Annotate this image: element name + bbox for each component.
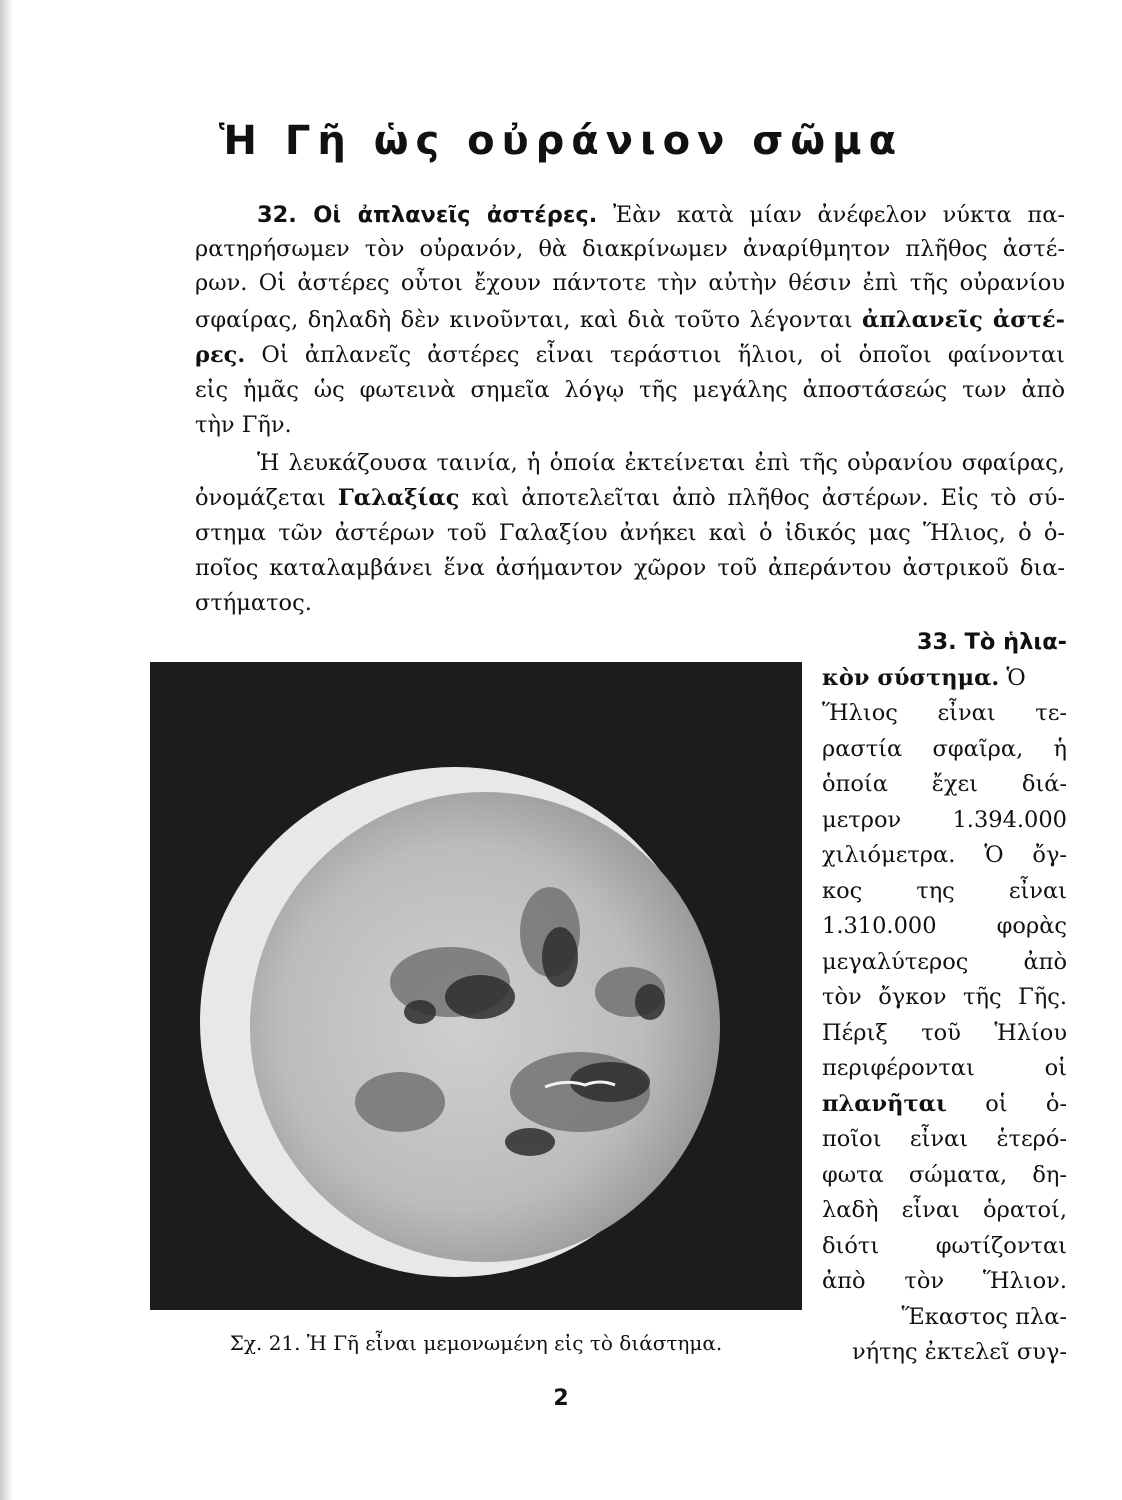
earth-photo (150, 662, 802, 1310)
section-33-planets-line: πλανῆται οἱ ὁ- (822, 1090, 1068, 1117)
section-33-line: Ἕκαστος πλα- (901, 1303, 1067, 1330)
section-32-line-7: τὴν Γῆν. (195, 412, 292, 438)
section-33-heading-line: κὸν σύστημα. Ὁ (822, 664, 1026, 691)
earth-globe-image (150, 662, 802, 1310)
page-binding-edge (0, 0, 14, 1500)
section-33-line: μεγαλύτερος ἀπὸ (822, 948, 1067, 975)
page-number: 2 (553, 1386, 569, 1411)
section-32-line-5: ρες. Οἱ ἀπλανεῖς ἀστέρες εἶναι τεράστιοι ἥλιοι, οἱ ὁποῖοι φαίνονται (195, 342, 1065, 368)
section-32-line-3: ρων. Οἱ ἀστέρες οὗτοι ἔχουν πάντοτε τὴν αὐτὴν θέσιν ἐπὶ τῆς οὐρανίου (195, 270, 1065, 296)
section-33-line: μετρον 1.394.000 (822, 806, 1067, 833)
section-33-line: Ἥλιος εἶναι τε- (822, 700, 1067, 726)
term-aplaneis-asteres: ἀπλανεῖς ἀστέ- (862, 307, 1065, 333)
section-32-line-2: ρατηρήσωμεν τὸν οὐρανόν, θὰ διακρίνωμεν ἀναρίθμητον πλῆθος ἀστέ- (195, 236, 1065, 262)
section-33 (822, 625, 1067, 1371)
section-33-heading-2: κὸν σύστημα. (822, 664, 1000, 691)
section-32-line-6: εἰς ἡμᾶς ὡς φωτεινὰ σημεῖα λόγῳ τῆς μεγάλης ἀποστάσεώς των ἀπὸ (195, 377, 1065, 403)
section-33-line: χιλιόμετρα. Ὁ ὄγ- (822, 842, 1067, 868)
section-32-p2-line-3: στημα τῶν ἀστέρων τοῦ Γαλαξίου ἀνήκει καὶ ὁ ἰδικός μας Ἥλιος, ὁ ὁ- (195, 520, 1065, 546)
section-32-heading: 32. Οἱ ἀπλανεῖς ἀστέρες. (257, 202, 598, 228)
section-33-line: φωτα σώματα, δη- (822, 1161, 1067, 1188)
section-33-line: ραστία σφαῖρα, ἡ (822, 735, 1067, 762)
section-32-p2-line-5: στήματος. (195, 590, 312, 616)
section-33-heading-1: 33. Τὸ ἡλια- (916, 629, 1067, 655)
section-33-line: νήτης ἐκτελεῖ συγ- (851, 1339, 1067, 1365)
section-33-line: ποῖοι εἶναι ἑτερό- (822, 1126, 1067, 1152)
section-33-line: λαδὴ εἶναι ὁρατοί, (822, 1197, 1067, 1223)
section-33-line: κος της εἶναι (822, 877, 1067, 904)
figure-caption: Σχ. 21. Ἡ Γῆ εἶναι μεμονωμένη εἰς τὸ διάστημα. (229, 1331, 723, 1355)
term-galaxias: Γαλαξίας (337, 485, 460, 511)
section-33-line: διότι φωτίζονται (822, 1232, 1067, 1259)
section-32-line-1: 32. Οἱ ἀπλανεῖς ἀστέρες. Ἐὰν κατὰ μίαν ἀνέφελον νύκτα πα- (257, 202, 1066, 228)
section-33-line: ὁποία ἔχει διά- (822, 771, 1067, 797)
section-33-line: Πέριξ τοῦ Ἡλίου (822, 1019, 1067, 1046)
section-33-line: τὸν ὄγκον τῆς Γῆς. (822, 984, 1067, 1010)
section-33-line: ἀπὸ τὸν Ἥλιον. (822, 1268, 1067, 1294)
term-planetai: πλανῆται (822, 1090, 947, 1117)
section-32-p2-line-4: ποῖος καταλαμβάνει ἕνα ἀσήμαντον χῶρον τοῦ ἀπεράντου ἀστρικοῦ δια- (195, 555, 1065, 581)
section-32-p2-line-2: ὀνομάζεται Γαλαξίας καὶ ἀποτελεῖται ἀπὸ πλῆθος ἀστέρων. Εἰς τὸ σύ- (195, 485, 1065, 511)
section-33-line: περιφέρονται οἱ (822, 1055, 1067, 1081)
section-33-line: 1.310.000 φορὰς (822, 913, 1067, 939)
section-32-p2-line-1: Ἡ λευκάζουσα ταινία, ἡ ὁποία ἐκτείνεται ἐπὶ τῆς οὐρανίου σφαίρας, (257, 450, 1065, 476)
section-32-line-4: σφαίρας, δηλαδὴ δὲν κινοῦνται, καὶ διὰ τοῦτο λέγονται ἀπλανεῖς ἀστέ- (195, 307, 1065, 333)
page-title: Ἡ Γῆ ὡς οὐράνιον σῶμα (218, 118, 904, 164)
